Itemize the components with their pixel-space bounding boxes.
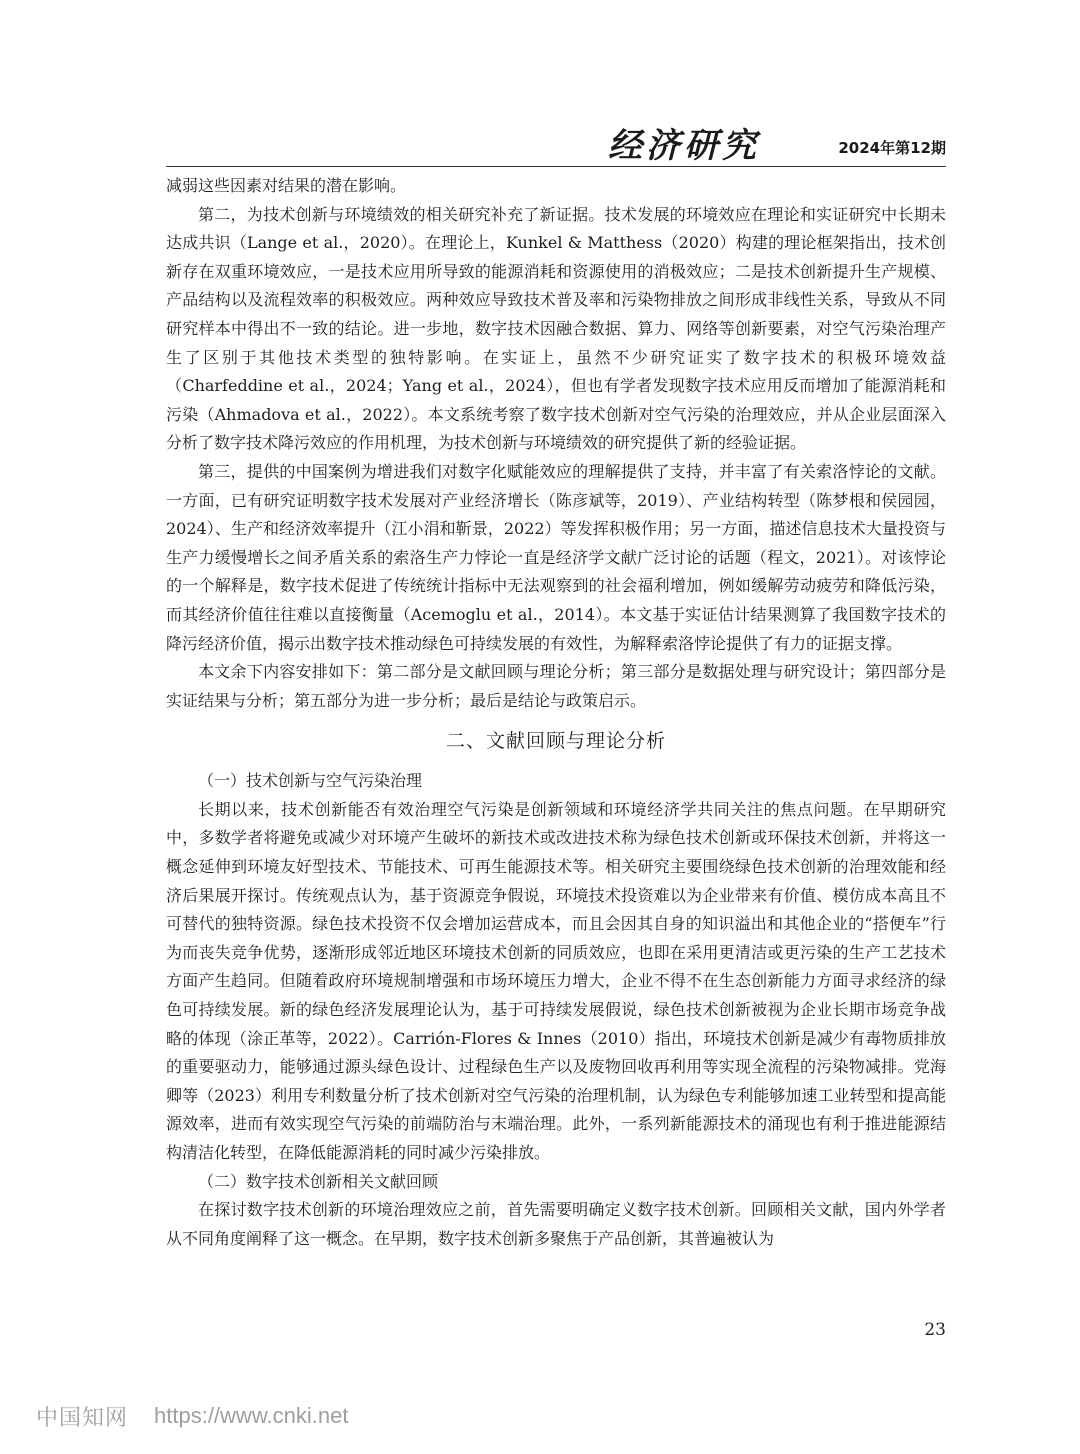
watermark-site-name: 中国知网 (36, 1405, 129, 1431)
journal-logo: 经济研究 (608, 126, 760, 166)
issue-label: 2024年第12期 (838, 139, 946, 157)
cnki-watermark (36, 1400, 348, 1432)
article-body (166, 172, 946, 1253)
paragraph-second-contribution: 第二，为技术创新与环境绩效的相关研究补充了新证据。技术发展的环境效应在理论和实证研究中长期未达成共识（Lange et al.，2020）。在理论上，Kunkel & Matthess（2020）构建的理论框架指出，技术创新存在双重环境效应，一是技术应用所导致的能源消耗和资源使用的消极效应；二是技术创新提升生产规模、产品结构以及流程效率的积极效应。两种效应导致技术普及率和污染物排放之间形成非线性关系，导致从不同研究样本中得出不一致的结论。进一步地，数字技术因融合数据、算力、网络等创新要素，对空气污染治理产生了区别于其他技术类型的独特影响。在实证上，虽然不少研究证实了数字技术的积极环境效益（Charfeddine et al.，2024；Yang et al.，2024），但也有学者发现数字技术应用反而增加了能源消耗和污染（Ahmadova et al.，2022）。本文系统考察了数字技术创新对空气污染的治理效应，并从企业层面深入分析了数字技术降污效应的作用机理，为技术创新与环境绩效的研究提供了新的经验证据。 (166, 204, 946, 453)
paragraph-structure: 本文余下内容安排如下：第二部分是文献回顾与理论分析；第三部分是数据处理与研究设计；第四部分是实证结果与分析；第五部分为进一步分析；最后是结论与政策启示。 (166, 662, 946, 710)
section-title: 二、文献回顾与理论分析 (445, 730, 666, 753)
paragraph-continuation: 减弱这些因素对结果的潜在影响。 (166, 176, 407, 195)
watermark-url[interactable]: https://www.cnki.net (154, 1403, 349, 1428)
running-header (166, 128, 946, 168)
subsection-title-1: （一）技术创新与空气污染治理 (198, 771, 423, 791)
paragraph-tech-innovation: 长期以来，技术创新能否有效治理空气污染是创新领域和环境经济学共同关注的焦点问题。在早期研究中，多数学者将避免或减少对环境产生破坏的新技术或改进技术称为绿色技术创新或环保技术创新，并将这一概念延伸到环境友好型技术、节能技术、可再生能源技术等。相关研究主要围绕绿色技术创新的治理效能和经济后果展开探讨。传统观点认为，基于资源竞争假说，环境技术投资难以为企业带来有价值、模仿成本高且不可替代的独特资源。绿色技术投资不仅会增加运营成本，而且会因其自身的知识溢出和其他企业的“搭便车”行为而丧失竞争优势，逐渐形成邻近地区环境技术创新的同质效应，也即在采用更清洁或更污染的生产工艺技术方面产生趋同。但随着政府环境规制增强和市场环境压力增大，企业不得不在生态创新能力方面寻求经济的绿色可持续发展。新的绿色经济发展理论认为，基于可持续发展假说，绿色技术创新被视为企业长期市场竞争战略的体现（涂正革等，2022）。Carrión-Flores & Innes（2010）指出，环境技术创新是减少有毒物质排放的重要驱动力，能够通过源头绿色设计、过程绿色生产以及废物回收再利用等实现全流程的污染物减排。党海卿等（2023）利用专利数量分析了技术创新对空气污染的治理机制，认为绿色专利能够加速工业转型和提高能源效率，进而有效实现空气污染的前端防治与末端治理。此外，一系列新能源技术的涌现也有利于推进能源结构清洁化转型，在降低能源消耗的同时减少污染排放。 (166, 799, 946, 1162)
paragraph-third-contribution: 第三，提供的中国案例为增进我们对数字化赋能效应的理解提供了支持，并丰富了有关索洛悖论的文献。一方面，已有研究证明数字技术发展对产业经济增长（陈彦斌等，2019）、产业结构转型（陈梦根和侯园园，2024）、生产和经济效率提升（江小涓和靳景，2022）等发挥积极作用；另一方面，描述信息技术大量投资与生产力缓慢增长之间矛盾关系的索洛生产力悖论一直是经济学文献广泛讨论的话题（程文，2021）。对该悖论的一个解释是，数字技术促进了传统统计指标中无法观察到的社会福利增加，例如缓解劳动疲劳和降低污染，而其经济价值往往难以直接衡量（Acemoglu et al.，2014）。本文基于实证估计结果测算了我国数字技术的降污经济价值，揭示出数字技术推动绿色可持续发展的有效性，为解释索洛悖论提供了有力的证据支撑。 (166, 461, 946, 653)
page-number: 23 (924, 1320, 946, 1340)
subsection-title-2: （二）数字技术创新相关文献回顾 (198, 1171, 439, 1191)
header-rule (166, 166, 946, 167)
paragraph-digital-tech: 在探讨数字技术创新的环境治理效应之前，首先需要明确定义数字技术创新。回顾相关文献，国内外学者从不同角度阐释了这一概念。在早期，数字技术创新多聚焦于产品创新，其普遍被认为 (166, 1200, 946, 1248)
